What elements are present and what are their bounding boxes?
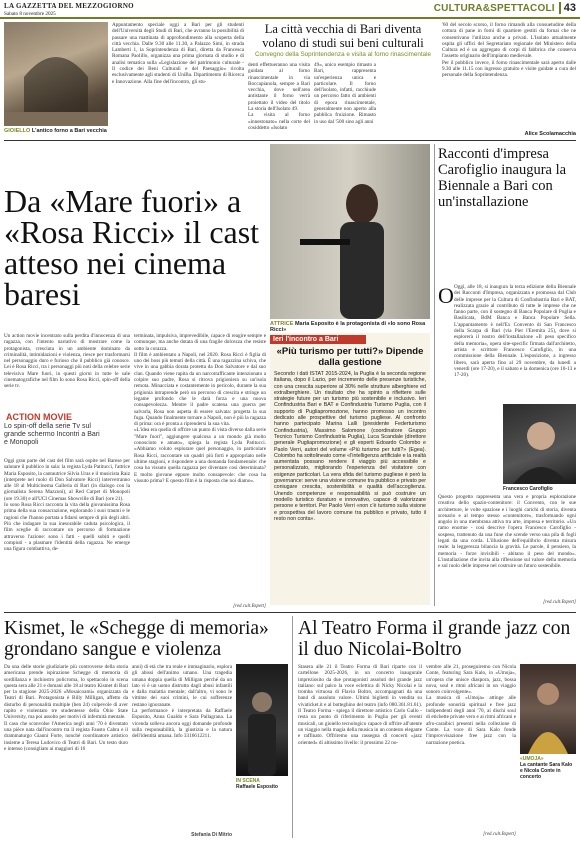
biennale-byline: [red.cult.Bspett] [543, 600, 576, 605]
caption-text: L'antico forno a Bari vecchia [31, 128, 107, 134]
divider-bottom-middle [292, 616, 293, 838]
caption-kicker: IN SCENA [236, 778, 260, 784]
main-article-col2: terminata, impulsiva, imprevedibile, capace di reagire sempre e comunque, ma anche dotata di una fragile dolcezza che resiste sotto la corazza. Il film è ambientato a Napoli, nel 2020. Rosa Ricci è figlia di uno dei boss più temuti della città. È una ragazzina schiva, che vive in una gabbia dorata protetta da Don Salvatore e dal suo clan. Quando viene rapita da un narcotrafficante intenzionato a colpire suo padre, Rosa si ritrova prigioniera su un'isola remota. Minacciata e costantemente in pericolo, durante la sua prigionia intraprende però un percorso di crescita e stringe un legame profondo che le darà forza e una nuova consapevolezza. Mentre il padre scatena una guerra per salvarla, Rosa non aspetta di essere salvata: progetta la sua fuga. Quando finalmente tornare a Napoli, non è più la ragazza di prima: ora è pronta a riprendersi la sua vita. «L'idea era quella di offrire un punto di vista diverso dalla serie "Mare fuori", aggiungere qualcosa a un mondo già molto conosciuto e amato», spiega la regista Lyda Patitucci. «Abbiamo voluto esplorare quel personaggio, in particolare Rosa Ricci, raccontare un quadri più forti e appropriato nelle ultime stagioni, e rispondere a una domanda fondamentale: che cosa ha vissuto quella ragazza per diventare così determinata? E molto giovane eppure molto consapevole: che cosa ha vissuto prima? E questo film è la risposta che noi diamo». [134, 333, 266, 484]
box-title: ACTION MOVIE [6, 412, 73, 422]
main-article-title: Da «Mare fuori» a «Rosa Ricci» il cast atteso nei cinema baresi [4, 183, 260, 312]
actress-figure [270, 144, 430, 319]
biennale-text-2: Questo progetto rappresenta una vera e propria esplorazione creativa dello spazio-contenitore: il Convento, con le sue architetture, le volte spaziose e i luoghi carichi di storia, diventa scenario e al tempo stesso «contenitore», trasformando ogni angolo in una membrana attiva tra arte, impresa e territorio. «Un ramo enorme - così descrive l'opera Francesco Carofiglio - sospeso, trattenuto da una fune che scende verso una pila di fogli legati da una corda. L'illusione dell'equilibrio diventa misura reale: la leggerezza bilancia la gravità. Le parole, il pensiero, la memoria - forze invisibili - abitano il peso del mondo». L'installazione che invita alla riflessione sul valore della memoria e sul ruolo delle imprese nel costruire un futuro sostenibile. [438, 494, 576, 570]
issue-date: Sabato 8 novembre 2025 [4, 11, 56, 17]
caption-kicker: ATTRICE [270, 321, 294, 327]
kismet-col2: anni) di età che tra reale e immaginario, esplora gli abissi dell'animo umano. Una tragedia umana doppia quella di Milligan perché da un lato vi è un uomo distrutto dagli abusi infantili e dalla malattia mentale; dall'altro, vi sono le vittime dei suoi crimini, le cui sofferenze restano ignoranate. La performance è interpretata da Raffaele Esposito, Anna Gualdo e Sara Pallagrana. La vicenda solleva ancora oggi domande profonde sulla responsabilità, la giustizia e la natura dell'identità umana. Info 3316612211. [132, 664, 232, 740]
section-name: CULTURA&SPETTACOLI [433, 2, 555, 14]
caption-kicker: «UMOJA» [520, 756, 544, 762]
bakery-photo-caption [4, 128, 114, 134]
section-header [434, 0, 576, 16]
tourism-kicker: Ieri l'incontro a Bari [270, 335, 366, 344]
caption-text: Maria Esposito è la protagonista di «Io sono Rosa Ricci» [270, 321, 426, 333]
oven-arch-illustration [4, 22, 108, 126]
jazz-title: Al Teatro Forma il grande jazz con il duo Nicolai-Boltro [298, 618, 571, 660]
tourism-text: Secondo i dati ISTAT 2015-2024, la Puglia è la seconda regione italiana, dopo il Lazio, per incremento delle presenze turistiche, con una crescita superiore al 30% nelle strutture alberghiere ed extralberghiere. Un risultato che ha spinto a riflettere sulle strategie future per un turismo più sostenibile e inclusivo. Ieri Confindustria Bari e BAT e Confindustria Turismo Puglia, con il supporto di Pugliapromozione, hanno promosso un incontro dedicato alle prospettive del turismo pugliese. Al confronto hanno partecipato Marina Lalli (presidente Federturismo Confindustria), Massimo Salomone (coordinatore Gruppo Tecnico Turismo Confindustria Puglia), Luca Scandale (direttore generale Pugliapromozione) e gli esperti Edoardo Colombo e Paolo Verri, autori del volume «Più turismo per tutti?» (Egea). Colombo ha sottolineato come «l'intelligenza artificiale e la realtà aumentata possano rendere il viaggio più accessibile e personalizzato, migliorando l'esperienza del visitatore con esigenze particolari. La vera sfida del turismo pugliese è però la governance: serve una visione comune tra pubblico e privato per coniugare crescita, sostenibilità e qualità dell'accoglienza. Unendo competenze e responsabilità si può costruire un modello turistico duraturo e innovativo, capace di valorizzare persone e territori. Per Paolo Verri «non c'è turismo sulla visione e prospettiva del lavoro comune tra pubblico e privato, tutto il resto non conta». [274, 371, 426, 522]
top-article-subtitle: Convegno della Soprintendenza e visita al forno rinascimentale [254, 51, 432, 58]
actress-photo [270, 144, 430, 319]
tourism-title: «Più turismo per tutti?» Dipende dalla gestione [276, 346, 424, 368]
page-number: 43 [559, 2, 576, 14]
carofiglio-caption: Francesco Carofiglio [503, 486, 553, 492]
jazz-photo [520, 664, 576, 754]
top-article-col2: denti effettueranno una visita guidata al forno rinascimentale in via Boccapianola, sempre a Bari vecchia, dove nell'area antistante il forno verrà proiettato il video del titolo La storia dell'Isolato 49. La visita al forno «innestonato» nella corte del cosiddetto «Isolato [248, 62, 310, 131]
biennale-dropcap: O [438, 283, 454, 308]
action-movie-box [4, 411, 104, 448]
carofiglio-photo [503, 404, 576, 484]
header-rule [0, 17, 580, 19]
singer-silhouette [520, 664, 576, 754]
main-article-col1b: Oggi gran parte del cast del film sarà ospite nel Barese per salutare il pubblico in sala: la regista Lyda Patitucci, l'attrice Maria Esposito, la cantautrice Silvia Uras e il musicista Raiz (interprete nel ruolo di Don Salvatore Ricci) interverranno alle 18 al Multicinema Galleria di Bari (in dialogo con la giornalista Serena Mazzoni), al Red Carpet di Monopoli (ore 19.30) e all'UCI Cinemas Showville di Bari (ore 21). Io sono Rosa Ricci racconta la vita della giovanissima Rosa prima della sua consacrazione, esplorando i suoi traumi e le ragioni che l'hanno portata a fidarsi sempre di più degli altri. Più che indagare la sua inesorabile caduta psicologica, il film sceglie di raccontare un percorso di formazione attraverso l'azione: sono i fatti - quelli subiti e quelli compiuti - a plasmare l'identità della ragazza. Ne emerge una figura combattiva, de- [4, 458, 130, 553]
jazz-byline: [red.cult.Bspett] [483, 832, 516, 837]
top-article-col1: Appuntamento speciale oggi a Bari per gli studenti dell'Università degli Studi di Bari, che avranno la possibilità di passare una mattinata di approfondimento alla scoperta della città vecchia. Dalle 9.30 alle 11.30, a Palazzo Simi, in strada Lamberti 1, la Soprintendenza di Bari, diretta da Francesca Romana Paolillo, organizza una prima giornata di studio e di analisi tematica sulla «Legislazione del patrimonio culturale - Il codice dei Beni Culturali e del Paesaggio» rivolta esclusivamente agli studenti di UniBa. Dipartimento di Ricerca e Innovazione. Alla fine dell'incontro, gli stu- [112, 22, 244, 85]
biennale-text-1: Oggi, alle 18, si inaugura la terza edizione della Biennale dei Racconti d'Impresa, organizzata e promossa dal Club delle imprese per la Cultura di Confindustria Bari e BAT, realizzata grazie al contributo di tutte le imprese che ne fanno parte, con il sostegno di Banca Popolare di Puglia e Basilicata, BdM Banca e Banca Popolare Sella. L'appuntamento è nell'Ex Convento di San Francesco della Scarpa di Bari (via Pier l'Eremita 25), dove si esplorerà il nostro dell'installazione «Il peso specifico della memoria», opera site-specific firmata dall'architetto, artista e scrittore Francesco Carofiglio, in una commissione della Biennale. L'esposizione, a ingresso libero, sarà aperta fino al 29 novembre, da lunedì a venerdì (ore 17-20), e il sabato e la domenica (ore 10-13 e 17-20). [454, 284, 576, 379]
jazz-photo-caption [520, 756, 576, 780]
newspaper-name: LA GAZZETTA DEL MEZZOGIORNO [4, 2, 134, 10]
divider-right-col [434, 144, 435, 606]
actor-silhouette [236, 664, 288, 776]
top-article-byline: Alice Scolamacchia [524, 131, 576, 137]
tourism-box [270, 333, 430, 605]
box-text: Lo spin-off della serie Tv sul grande schermo Incontri a Bari e Monopoli [4, 423, 100, 447]
biennale-title: Racconti d'impresa Carofiglio inaugura la Biennale a Bari con un'installazione [438, 146, 567, 210]
top-article-col3: 49», unico esempio rimasto a Bari, rappresenta un'esperienza unica e particolare. Il forno dell'isolato, infatti, racchiude un percorso fatto di ambienti di epoca rinascimentale, generalmente non aperto alla pubblica fruizione. Rimasto in uso dal '500 sino agli anni [314, 62, 376, 125]
masthead [4, 2, 134, 18]
kismet-byline: Stefania Di Mitrio [191, 832, 232, 838]
top-article-col4-visible: '60 del secolo scorso, il forno rimandò alla consuetudine della cottura di pane in forni di quartiere gestiti da fornai che ne consentivano l'utilizzo anche a privati. L'Isolato attualmente ospita gli uffici del Segretariato regionale del Ministero della Cultura ed è un aggregato di corpi di fabbrica che conserva l'assetto originario dell'impianto medievale. Per il pubblico invece, il forno rinascimentale sarà aperto dalle 9.30 alle 11.15 con ingresso gratuito e visite guidate a cura del personale della Soprintendenza. [442, 22, 576, 79]
caption-kicker: GIOIELLO [4, 128, 31, 134]
jazz-col1: Stasera alle 21 il Teatro Forma di Bari riparte con il cartellone 2025-2026, in un concerto inaugurale impreziosito da due protagonisti assoluti del grande jazz italiano: sul palco la voce eclettica di Nicky Nicolai e la tromba virtuosa di Flavio Boltro, accompagnati da una band di assoluto valore. Ultimi biglietti in vendita su vivaticket.it e al botteghino del teatro (info 080.361.81.61). Il Teatro Forma - spiega il direttore artistico Carlo Gallo - resta un punto di riferimento in Puglia per gli eventi musicali, un gioiello tecnologico capace di offrire all'utente un viaggio nella magia della musica in un contesto elegante e raffinato. Offriremo una rassegna di concerti «jazz oriented» di altissimo livello: il prossimo 22 no- [298, 664, 422, 746]
actress-photo-caption [270, 321, 440, 333]
jazz-col2: vembre alle 21, proseguiremo con Nicola Conte, featuring Sara Kalo, in «Umoja», un'opera che unisce diaspora, jazz, bossa nova, soul e ritmi africani in un viaggio sonoro coinvolgente». La musica di «Umoja» attinge alle profonde sonorità spiritual e free jazz indipendenti degli anni '70, ai dischi soul di etichette private vero e ai ritmi africani e afro-caraibici presenti nella collezione di Conte. La voce di Sara Kalo fonde l'improvvisazione free jazz con la narrazione poetica. [426, 664, 516, 746]
bakery-photo [4, 22, 108, 126]
portrait-silhouette [503, 404, 576, 484]
divider-bottom [4, 612, 576, 613]
caption-text: La cantante Sara Kalo e Nicola Conte in concerto [520, 762, 573, 780]
main-article-byline: [red.cult.Bspett] [233, 604, 266, 609]
kismet-col1: Da una delle storie giudiziarie più controverse della storia americana prende ispirazione Schegge di memoria di sordillanza e inchiostro policroma, lo spettacolo in scena questa sera alle 21 e domani alle 18 al teatro Kismet di Bari per la stagione 2025-2026 «Mosaicoami» organizzata da Teatri di Bari. Protagonista è Billy Milligan, affetto da disturbo di personalità multiple (ben 24) colpevole di aver rapito e violentato tre studentesse della Ohio State University, ma poi assolto per motivi di infermità mentale. Il caso che sconvolse l'America negli anni '70 è diventato una pièce nata dall'incontro tra il regista Fausto Cabra e il drammaturgo Gianni Forte, nonché coordinatore artistico insieme a Teresa Ludovico di Teatri di Bari. Un testo duro e intenso (consigliato ai maggiori di 16 [4, 664, 128, 752]
caption-text: Raffaele Esposito [236, 784, 278, 790]
kismet-photo [236, 664, 288, 776]
main-article-col1: Un action movie incentrato sulla perdita d'innocenza di una ragazza, con l'intento narrativo di mostrare come la protagonista, cresciuta in un ambiente dominato da criminalità, intimidazioni e violenza, riesce per trasformarsi nel personaggio duro e furioso che il pubblico già conosce. Lei è Rosa Ricci, tra i personaggi più noti della celebre serie televisiva Mare fuori, in questi giorni in tutte le sale cinematografiche nel film Io sono Rosa Ricci, spin-off della serie tv. [4, 333, 130, 390]
top-article-title: La città vecchia di Bari diventa volano di studi sui beni culturali [262, 22, 424, 50]
kismet-title: Kismet, le «Schegge di memoria» grondano sangue e violenza [4, 618, 269, 660]
divider-top [4, 140, 576, 141]
kismet-photo-caption [236, 778, 292, 790]
